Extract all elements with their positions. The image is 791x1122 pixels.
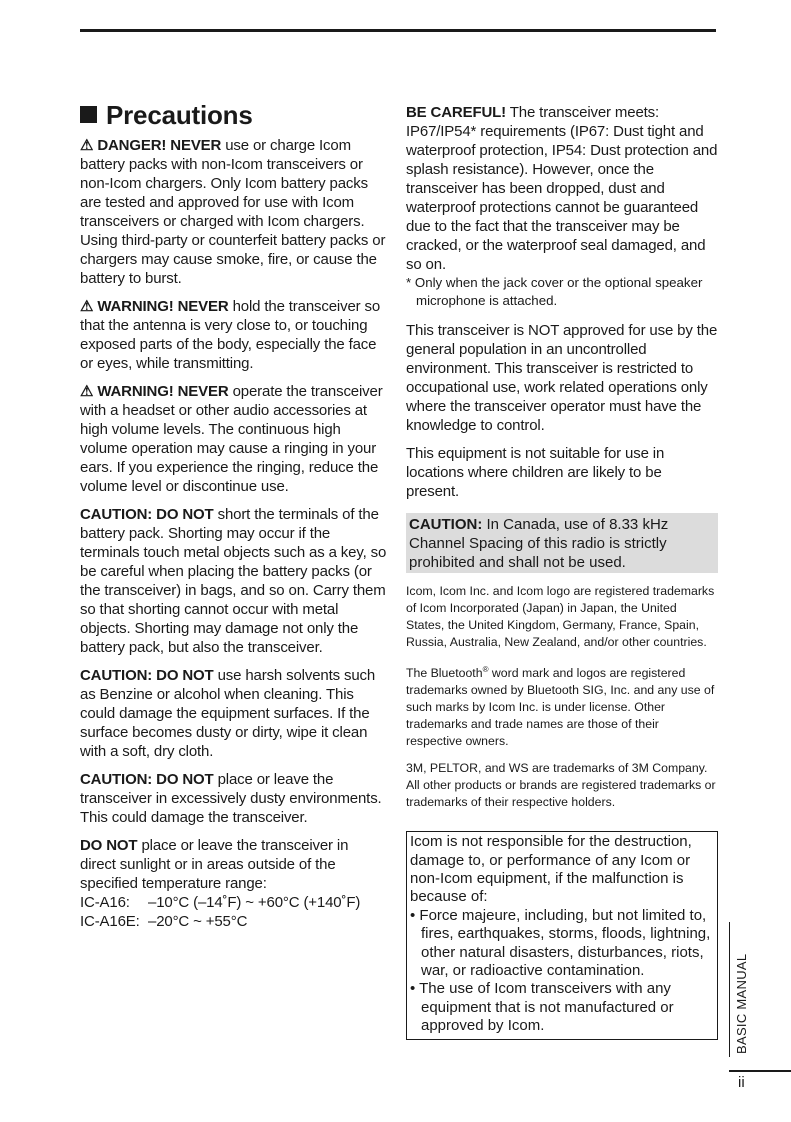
left-column bbox=[80, 100, 388, 931]
manual-side-label: BASIC MANUAL bbox=[734, 953, 749, 1054]
danger-note: ⚠ DANGER! NEVER use or charge Icom battery packs with non-Icom transceivers or non-Icom chargers. Only Icom battery packs are tested and approved for use with Icom transceivers or charged with Icom chargers. Using third-party or counterfeit battery packs or chargers may cause smoke, fire, or cause the battery to burst. bbox=[80, 137, 386, 287]
top-rule bbox=[80, 29, 716, 32]
bluetooth-trademark-note: The Bluetooth® word mark and logos are registered trademarks owned by Bluetooth SIG, Inc. and any use of such marks by Icom Inc. is under license. Other trademarks and trade names are those of their respective owners. bbox=[406, 665, 715, 749]
children-note: This equipment is not suitable for use in locations where children are likely to be present. bbox=[406, 445, 665, 500]
3m-trademark-note: 3M, PELTOR, and WS are trademarks of 3M Company. All other products or brands are registered trademarks or trademarks of their respective holders. bbox=[406, 761, 716, 810]
side-rule bbox=[729, 922, 730, 1057]
list-item: • Force majeure, including, but not limited to, fires, earthquakes, storms, floods, lightning, other natural disasters, disturbances, riots, war, or radioactive contamination. bbox=[410, 906, 711, 979]
disclaimer-box bbox=[406, 831, 718, 1039]
icom-trademark-note: Icom, Icom Inc. and Icom logo are registered trademarks of Icom Incorporated (Japan) in Japan, the United States, the United Kingdom, Germany, France, Spain, Russia, Australia, New Zealand, and/or other countries. bbox=[406, 584, 715, 649]
caution-solvents-note: CAUTION: DO NOT use harsh solvents such as Benzine or alcohol when cleaning. This could damage the equipment surfaces. If the surface becomes dusty or dirty, wipe it clean with a soft, dry cloth. bbox=[80, 667, 376, 760]
not-approved-note: This transceiver is NOT approved for use by the general population in an uncontrolled environment. This transceiver is restricted to occupational use, work related operations only where the transceiver operator must have the knowledge to control. bbox=[406, 322, 718, 434]
canada-caution-box: CAUTION: In Canada, use of 8.33 kHz Channel Spacing of this radio is strictly prohibited and shall not be used. bbox=[406, 513, 718, 573]
page-number: ii bbox=[738, 1074, 745, 1091]
caution-short-note: CAUTION: DO NOT short the terminals of the battery pack. Shorting may occur if the terminals touch metal objects such as a key, so be careful when placing the battery packs (or the transceiver) in bags, and so on. Carry them so that shorting cannot occur with metal objects. Shorting may damage not only the battery pack, but also the transceiver. bbox=[80, 506, 387, 656]
temperature-note: DO NOT place or leave the transceiver in direct sunlight or in areas outside of the specified temperature range: bbox=[80, 837, 349, 892]
temperature-spec-row: IC-A16: –10°C (–14˚F) ~ +60°C (+140˚F) bbox=[80, 894, 361, 911]
footnote: * Only when the jack cover or the optional speaker microphone is attached. bbox=[406, 275, 703, 308]
list-item: • The use of Icom transceivers with any equipment that is not manufactured or approved by Icom. bbox=[410, 980, 674, 1035]
page-number-rule bbox=[729, 1070, 791, 1072]
temperature-spec-row: IC-A16E: –20°C ~ +55°C bbox=[80, 913, 248, 930]
square-bullet-icon bbox=[80, 106, 97, 123]
waterproof-note: BE CAREFUL! The transceiver meets: IP67/IP54* requirements (IP67: Dust tight and waterproof protection, IP54: Dust protection and splash resistance). However, once the transceiver has been dropped, dust and waterproof protections cannot be guaranteed due to the fact that the transceiver may be cracked, or the waterproof seal damaged, and so on. bbox=[406, 104, 718, 273]
disclaimer-list bbox=[410, 907, 714, 1036]
disclaimer-intro: Icom is not responsible for the destruction, damage to, or performance of any Icom or non-Icom equipment, if the malfunction is because of: bbox=[410, 833, 692, 906]
caution-dust-note: CAUTION: DO NOT place or leave the transceiver in excessively dusty environments. This could damage the transceiver. bbox=[80, 771, 382, 826]
page-title: Precautions bbox=[80, 100, 388, 130]
warning-volume-note: ⚠ WARNING! NEVER operate the transceiver with a headset or other audio accessories at high volume levels. The continuous high volume operation may cause a ringing in your ears. If you experience the ringing, reduce the volume level or discontinue use. bbox=[80, 383, 383, 495]
right-column bbox=[406, 103, 718, 1040]
warning-antenna-note: ⚠ WARNING! NEVER hold the transceiver so that the antenna is very close to, or touching exposed parts of the body, especially the face or eyes, while transmitting. bbox=[80, 298, 381, 372]
